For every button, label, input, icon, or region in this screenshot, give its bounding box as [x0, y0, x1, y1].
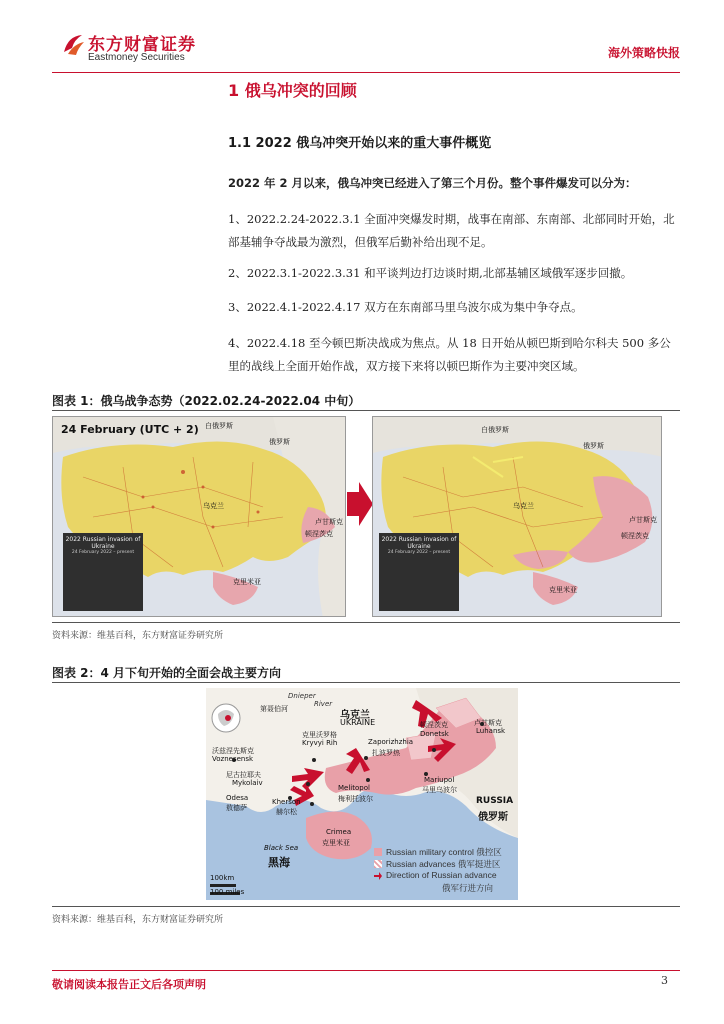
- label-russia: 俄罗斯: [269, 438, 290, 446]
- figure1-bottom-rule: [52, 622, 680, 623]
- section-title: 1 俄乌冲突的回顾: [228, 81, 357, 100]
- label-crimea-2: 克里米亚: [549, 586, 577, 594]
- label-russia-cn: 俄罗斯: [478, 812, 508, 823]
- figure2-map: [206, 688, 518, 900]
- figure1-rule: [52, 410, 680, 411]
- footer-divider: [52, 970, 680, 971]
- label-voz-cn: 沃兹涅先斯克: [212, 747, 254, 755]
- label-odesa-en: Odesa: [226, 794, 249, 802]
- legend-direction: Direction of Russian advance: [386, 870, 497, 880]
- legend-arrow-icon: [374, 872, 382, 880]
- label-odesa-cn: 敖德萨: [226, 804, 247, 812]
- legend-advance: Russian advances 俄军挺进区: [386, 859, 501, 869]
- figure1-left-map: [52, 416, 346, 617]
- legend-subtitle: 24 February 2022 – present: [71, 550, 135, 555]
- label-donetsk: 顿涅茨克: [305, 530, 333, 538]
- map-legend-2: [379, 533, 459, 611]
- label-myk-en: Mykolaiv: [232, 779, 263, 787]
- figure2-bottom-rule: [52, 906, 680, 907]
- label-russia-en: RUSSIA: [476, 796, 514, 806]
- label-kryvyi-cn: 克里沃罗格: [302, 731, 337, 739]
- header-divider: [52, 72, 680, 73]
- legend-control: Russian military control 俄控区: [386, 847, 502, 857]
- label-myk-cn: 尼古拉耶夫: [226, 771, 261, 779]
- transition-arrow-icon: [347, 482, 373, 526]
- label-mariupol-cn: 马里乌波尔: [422, 786, 457, 794]
- figure2-source: 资料来源：维基百科，东方财富证券研究所: [52, 915, 224, 925]
- legend-title: 2022 Russian invasion of Ukraine: [65, 536, 141, 550]
- label-dnieper-en: Dnieper: [288, 692, 316, 700]
- label-russia-2: 俄罗斯: [583, 442, 604, 450]
- label-zap-cn: 扎波罗热: [372, 749, 400, 757]
- label-kherson-cn: 赫尔松: [276, 808, 297, 816]
- legend-subtitle-2: 24 February 2022 – present: [387, 550, 451, 555]
- scale-miles: 100 miles: [210, 888, 245, 896]
- legend-swatch-advance: [374, 860, 382, 868]
- section-subtitle: 1.1 2022 俄乌冲突开始以来的重大事件概览: [228, 136, 492, 151]
- legend-swatch-control: [374, 848, 382, 856]
- label-luhansk-2: 卢甘斯克: [629, 516, 657, 524]
- logo-text-en: Eastmoney Securities: [88, 52, 185, 63]
- figure2-rule: [52, 682, 680, 683]
- label-crimea-cn: 克里米亚: [322, 839, 350, 847]
- label-kryvyi-en: Kryvyi Rih: [302, 739, 338, 747]
- figure1-title: 图表 1：俄乌战争态势（2022.02.24-2022.04 中旬）: [52, 394, 361, 408]
- footer-disclaimer: 敬请阅读本报告正文后各项声明: [52, 978, 206, 991]
- event-item-1: 1、2022.2.24-2022.3.1 全面冲突爆发时期，战事在南部、东南部、北部同时开始，北部基辅争夺战最为激烈，但俄军后勤补给出现不足。: [228, 212, 675, 249]
- legend-title-2: 2022 Russian invasion of Ukraine: [381, 536, 457, 550]
- label-crimea-en: Crimea: [326, 828, 352, 836]
- label-melitopol-cn: 梅利托波尔: [338, 795, 373, 803]
- event-item-3: 3、2022.4.1-2022.4.17 双方在东南部马里乌波尔成为集中争夺点。: [228, 300, 583, 314]
- label-kherson-en: Kherson: [272, 798, 301, 806]
- logo-icon: [60, 32, 86, 58]
- label-donetsk-cn: 顿涅茨克: [420, 721, 448, 729]
- label-donetsk-2: 顿涅茨克: [621, 532, 649, 540]
- figure1-right-map: [372, 416, 662, 617]
- report-type: 海外策略快报: [607, 46, 680, 60]
- label-crimea: 克里米亚: [233, 578, 261, 586]
- label-zap-en: Zaporizhzhia: [368, 738, 414, 746]
- label-ukraine: 乌克兰: [203, 502, 224, 510]
- label-belarus-2: 白俄罗斯: [481, 426, 509, 434]
- map-legend: [63, 533, 143, 611]
- label-ukraine-2: 乌克兰: [513, 502, 534, 510]
- label-dnieper-cn: 第聂伯河: [260, 705, 288, 713]
- label-luhansk-en: Luhansk: [476, 727, 506, 735]
- label-luhansk-cn: 卢甘斯克: [474, 719, 502, 727]
- label-river-en: River: [314, 700, 333, 708]
- map-date-label: 24 February (UTC + 2): [61, 423, 199, 436]
- label-belarus: 白俄罗斯: [205, 422, 233, 430]
- company-logo: [60, 28, 220, 68]
- figure2-title: 图表 2：4 月下旬开始的全面会战主要方向: [52, 666, 282, 680]
- event-item-2: 2、2022.3.1-2022.3.31 和平谈判边打边谈时期,北部基辅区域俄军逐步回撤。: [228, 266, 633, 280]
- page-number: 3: [661, 974, 668, 987]
- figure1-source: 资料来源：维基百科，东方财富证券研究所: [52, 631, 224, 641]
- label-blacksea-en: Black Sea: [264, 844, 299, 852]
- label-voz-en: Voznesensk: [212, 755, 254, 763]
- label-mariupol-en: Mariupol: [424, 776, 455, 784]
- logo-text-cn: 东方财富证券: [88, 35, 196, 55]
- label-melitopol-en: Melitopol: [338, 784, 370, 792]
- label-donetsk-en: Donetsk: [420, 730, 449, 738]
- intro-paragraph: 2022 年 2 月以来，俄乌冲突已经进入了第三个月份。整个事件爆发可以分为：: [228, 176, 637, 190]
- event-item-4: 4、2022.4.18 至今顿巴斯决战成为焦点。从 18 日开始从顿巴斯到哈尔科夫 500 多公里的战线上全面开始作战，双方接下来将以顿巴斯作为主要冲突区域。: [228, 336, 671, 373]
- label-blacksea-cn: 黑海: [268, 856, 290, 869]
- legend-direction-cn: 俄军行进方向: [442, 883, 494, 893]
- label-ukraine-en: UKRAINE: [340, 718, 376, 727]
- scale-km: 100km: [210, 874, 235, 882]
- label-ukraine-cn: 乌克兰: [340, 710, 370, 721]
- label-luhansk: 卢甘斯克: [315, 518, 343, 526]
